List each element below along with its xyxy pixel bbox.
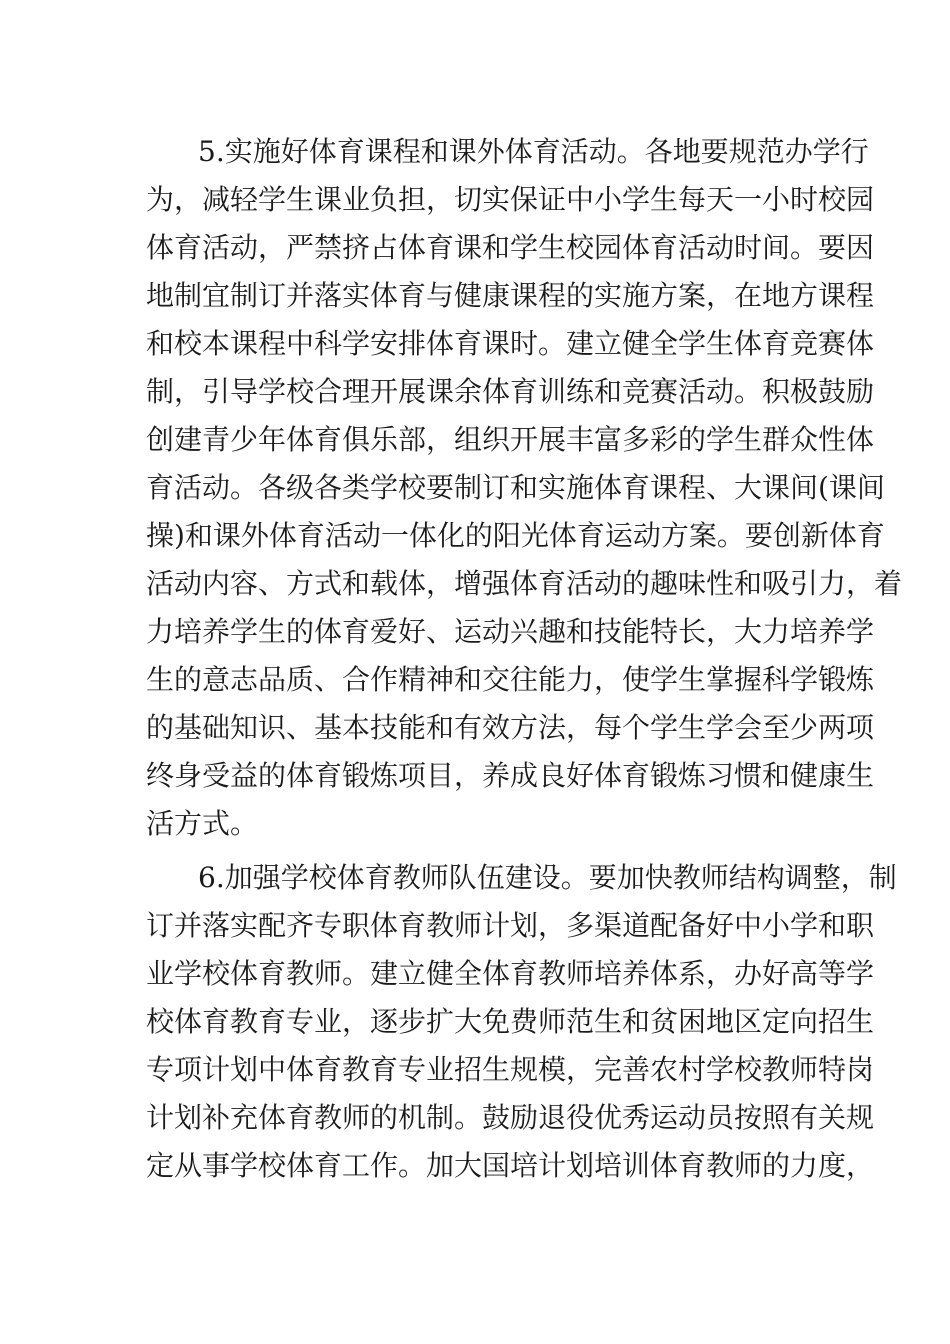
paragraph-2-line-3: 业学校体育教师。建立健全体育教师培养体系，办好高等学 [146, 957, 875, 990]
paragraph-1-line-7: 创建青少年体育俱乐部，组织开展丰富多彩的学生群众性体 [146, 423, 875, 456]
paragraph-1-line-13: 的基础知识、基本技能和有效方法，每个学生学会至少两项 [146, 711, 875, 744]
paragraph-2-line-2: 订并落实配齐专职体育教师计划，多渠道配备好中小学和职 [146, 909, 875, 942]
paragraph-1-line-14: 终身受益的体育锻炼项目，养成良好体育锻炼习惯和健康生 [146, 759, 875, 792]
paragraph-1-line-5: 和校本课程中科学安排体育课时。建立健全学生体育竞赛体 [146, 327, 875, 360]
paragraph-2-line-4: 校体育教育专业，逐步扩大免费师范生和贫困地区定向招生 [146, 1005, 875, 1038]
paragraph-1-line-1: 5.实施好体育课程和课外体育活动。各地要规范办学行 [198, 135, 869, 168]
paragraph-1-line-12: 生的意志品质、合作精神和交往能力，使学生掌握科学锻炼 [146, 663, 875, 696]
paragraph-1-line-2: 为，减轻学生课业负担，切实保证中小学生每天一小时校园 [146, 183, 875, 216]
paragraph-1-line-9: 操)和课外体育活动一体化的阳光体育运动方案。要创新体育 [146, 519, 885, 552]
paragraph-2-line-1: 6.加强学校体育教师队伍建设。要加快教师结构调整，制 [198, 861, 897, 894]
paragraph-1-line-8: 育活动。各级各类学校要制订和实施体育课程、大课间(课间 [146, 471, 885, 504]
paragraph-2-line-7: 定从事学校体育工作。加大国培计划培训体育教师的力度， [146, 1149, 875, 1182]
paragraph-1-line-15: 活方式。 [146, 807, 259, 840]
paragraph-1-line-4: 地制宜制订并落实体育与健康课程的实施方案，在地方课程 [146, 279, 875, 312]
paragraph-1-line-10: 活动内容、方式和载体，增强体育活动的趣味性和吸引力，着 [146, 567, 903, 600]
paragraph-1-line-6: 制，引导学校合理开展课余体育训练和竞赛活动。积极鼓励 [146, 375, 875, 408]
paragraph-1-line-11: 力培养学生的体育爱好、运动兴趣和技能特长，大力培养学 [146, 615, 875, 648]
paragraph-1-line-3: 体育活动，严禁挤占体育课和学生校园体育活动时间。要因 [146, 231, 875, 264]
paragraph-2-line-5: 专项计划中体育教育专业招生规模，完善农村学校教师特岗 [146, 1053, 875, 1086]
paragraph-2-line-6: 计划补充体育教师的机制。鼓励退役优秀运动员按照有关规 [146, 1101, 875, 1134]
